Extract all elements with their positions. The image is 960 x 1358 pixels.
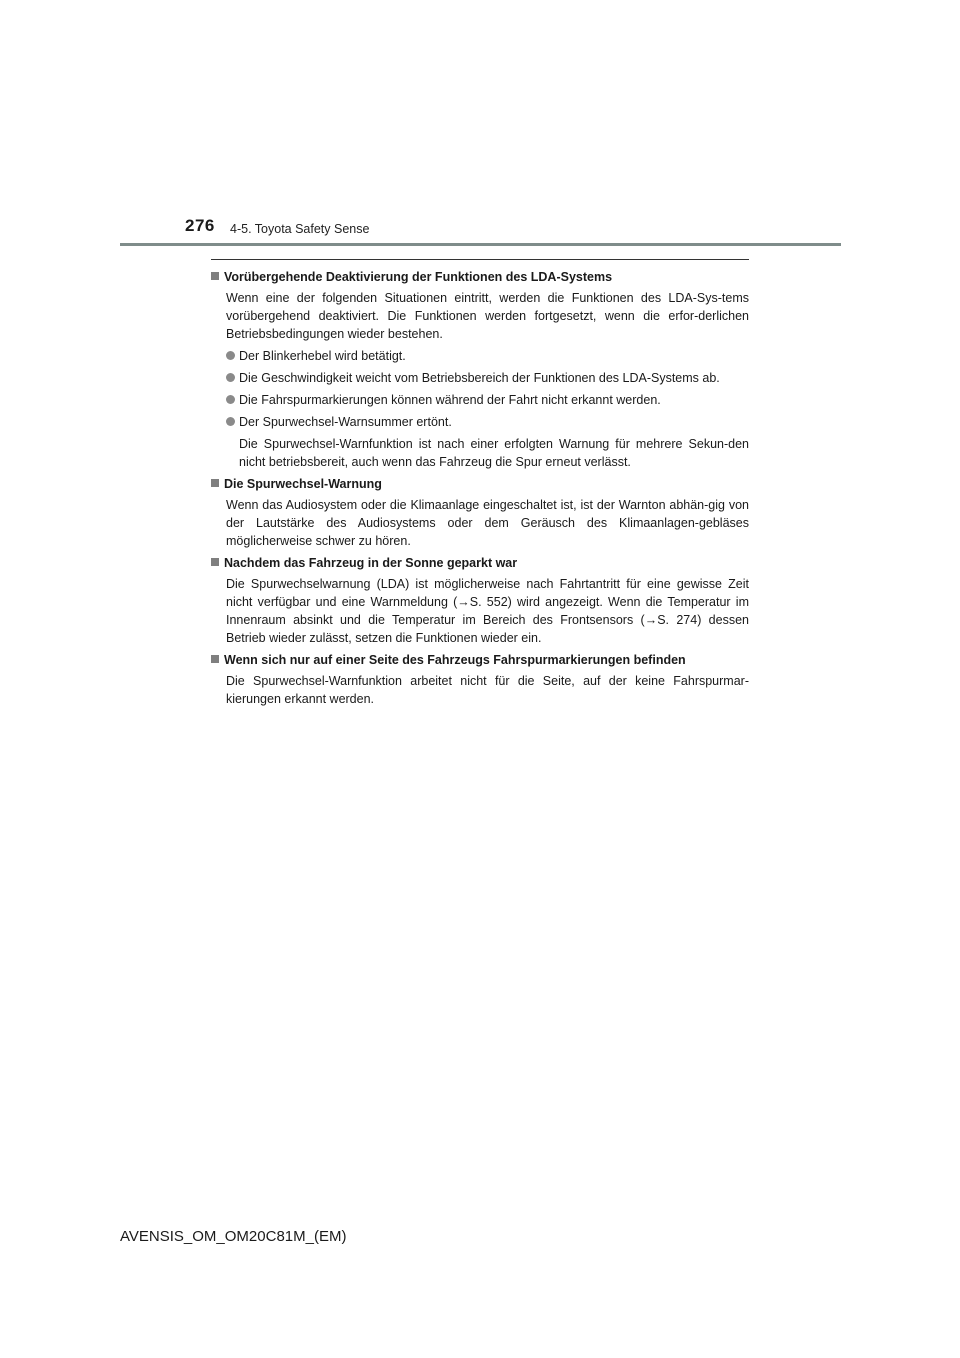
list-item	[226, 347, 749, 365]
section-paragraph: Die Spurwechsel-Warnfunktion arbeitet nicht für die Seite, auf der keine Fahrspurmar-kierungen erkannt werden.	[226, 674, 749, 706]
circle-bullet-icon	[226, 417, 235, 426]
list-item-note: Die Spurwechsel-Warnfunktion ist nach einer erfolgten Warnung für mehrere Sekun-den nicht betriebsbereit, auch wenn das Fahrzeug die Spur erneut verlässt.	[239, 437, 749, 469]
section-heading	[211, 554, 749, 572]
section-heading	[211, 651, 749, 669]
list-item-text: Der Blinkerhebel wird betätigt.	[239, 349, 406, 363]
list-item-text: Die Fahrspurmarkierungen können während der Fahrt nicht erkannt werden.	[239, 393, 661, 407]
section-parked-in-sun	[211, 554, 749, 647]
section-one-side-markings	[211, 651, 749, 708]
circle-bullet-icon	[226, 373, 235, 382]
section-heading	[211, 475, 749, 493]
section-lane-change-warning	[211, 475, 749, 550]
footer-document-code: AVENSIS_OM_OM20C81M_(EM)	[120, 1228, 347, 1245]
header-rule	[120, 243, 841, 246]
list-item-text: Der Spurwechsel-Warnsummer ertönt.	[239, 415, 452, 429]
list-item	[226, 413, 749, 431]
list-item-text: Die Geschwindigkeit weicht vom Betriebsbereich der Funktionen des LDA-Systems ab.	[239, 371, 720, 385]
square-bullet-icon	[211, 655, 219, 663]
section-title: 4-5. Toyota Safety Sense	[230, 222, 370, 236]
content-top-rule	[211, 259, 749, 260]
section-lda-deactivation	[211, 268, 749, 471]
content-body	[211, 268, 749, 712]
heading-text: Nachdem das Fahrzeug in der Sonne geparkt war	[224, 556, 518, 570]
circle-bullet-icon	[226, 351, 235, 360]
section-heading	[211, 268, 749, 286]
circle-bullet-icon	[226, 395, 235, 404]
section-paragraph: Die Spurwechselwarnung (LDA) ist möglicherweise nach Fahrtantritt für eine gewisse Zeit nicht verfügbar und eine Warnmeldung (→S. 552) wird angezeigt. Wenn die Temperatur im Innenraum absinkt und die Temperatur im Bereich des Frontsensors (→S. 274) dessen Betrieb wieder zulässt, setzen die Funktionen wieder ein.	[226, 577, 749, 645]
list-item	[226, 369, 749, 387]
square-bullet-icon	[211, 272, 219, 280]
heading-text: Die Spurwechsel-Warnung	[224, 477, 382, 491]
list-item	[226, 391, 749, 409]
page-number: 276	[185, 216, 215, 235]
section-paragraph: Wenn das Audiosystem oder die Klimaanlage eingeschaltet ist, ist der Warnton abhän-gig von der Lautstärke des Audiosystems oder dem Geräusch des Klimaanlagen-gebläses möglicherweise schwer zu hören.	[226, 498, 749, 548]
section-paragraph: Wenn eine der folgenden Situationen eintritt, werden die Funktionen des LDA-Sys-tems vorübergehend deaktiviert. Die Funktionen werden fortgesetzt, wenn die erfor-derlichen Betriebsbedingungen wieder bestehen.	[226, 291, 749, 341]
heading-text: Wenn sich nur auf einer Seite des Fahrzeugs Fahrspurmarkierungen befinden	[224, 653, 686, 667]
square-bullet-icon	[211, 479, 219, 487]
square-bullet-icon	[211, 558, 219, 566]
heading-text: Vorübergehende Deaktivierung der Funktionen des LDA-Systems	[224, 270, 613, 284]
